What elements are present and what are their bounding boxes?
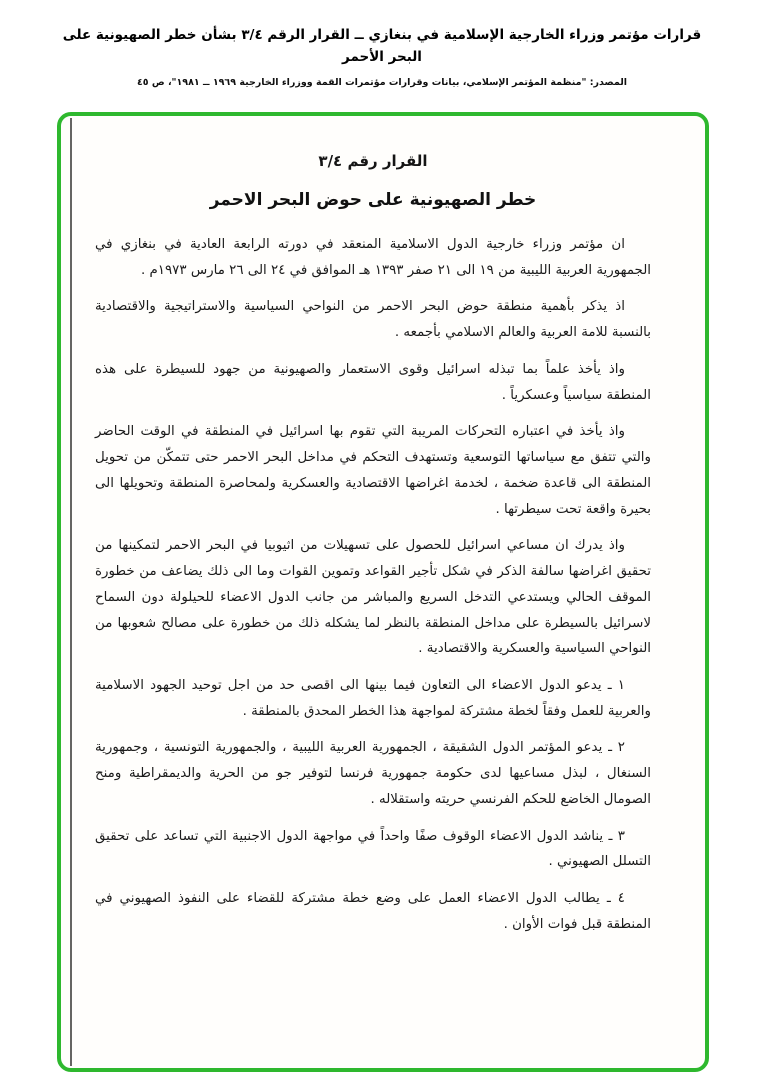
doc-title: القرار رقم ٣/٤ bbox=[318, 152, 428, 170]
scanned-page bbox=[61, 116, 705, 1068]
document-frame bbox=[57, 112, 709, 1072]
preamble-paragraph: ان مؤتمر وزراء خارجية الدول الاسلامية المنعقد في دورته الرابعة العادية في بنغازي في الجمهورية العربية الليبية من ١٩ الى ٢١ صفر ١٣٩٣ هـ الموافق في ٢٤ الى ٢٦ مارس ١٩٧٣م . bbox=[95, 237, 651, 278]
header-title: قرارات مؤتمر وزراء الخارجية الإسلامية في بنغازي ــ القرار الرقم ٣/٤ بشأن خطر الصهيونية على البحر الأحمر bbox=[62, 27, 702, 66]
resolution-item-3: ٣ ـ يناشد الدول الاعضاء الوقوف صفًا واحداً في مواجهة الدول الاجنبية التي تساعد على تحقيق التسلل الصهيوني . bbox=[95, 828, 651, 870]
doc-subtitle: خطر الصهيونية على حوض البحر الاحمر bbox=[209, 190, 537, 210]
recital-paragraph: واذ يأخذ في اعتباره التحركات المريبة التي تقوم بها اسرائيل في المنطقة في الوقت الحاضر والتي تتفق مع سياساتها التوسعية وتستهدف التحكم في مداخل البحر الاحمر حتى تتمكّن من تحويل المنطقة الى قاعدة ضخمة ، لخدمة اغراضها الاقتصادية والعسكرية ولمحاصرة المنطقة وتحويلها الى بحيرة واقعة تحت سيطرتها . bbox=[95, 424, 651, 517]
recital-paragraph: اذ يذكر بأهمية منطقة حوض البحر الاحمر من النواحي السياسية والاستراتيجية والاقتصادية بالنسبة للامة العربية والعالم الاسلامي بأجمعه . bbox=[95, 299, 651, 341]
resolution-item-4: ٤ ـ يطالب الدول الاعضاء العمل على وضع خطة مشتركة للقضاء على النفوذ الصهيوني في المنطقة قبل فوات الأوان . bbox=[95, 891, 651, 932]
recital-paragraph: واذ يدرك ان مساعي اسرائيل للحصول على تسهيلات من اثيوبيا في البحر الاحمر لتمكينها من تحقيق اغراضها سالفة الذكر في شكل تأجير القواعد وتموين القوات وما الى ذلك يضاعف من خطورة الموقف الحالي ويستدعي التدخل السريع والمباشر من جانب الدول الاعضاء للحيلولة دون السماح لاسرائيل بالسيطرة على مداخل المنطقة بالنظر لما يشكله ذلك من خطورة على مصالح شعوبها من النواحي السياسية والعسكرية والاقتصادية . bbox=[95, 538, 651, 657]
recital-paragraph: واذ يأخذ علماً بما تبذله اسرائيل وقوى الاستعمار والصهيونية من جهود للسيطرة على هذه المنطقة سياسياً وعسكرياً . bbox=[95, 361, 651, 403]
page-header bbox=[0, 0, 764, 88]
resolution-item-1: ١ ـ يدعو الدول الاعضاء الى التعاون فيما بينها الى اقصى حد من اجل توحيد الجهود الاسلامية والعربية للعمل وفقاً لخطة مشتركة لمواجهة هذا الخطر المحدق بالمنطقة . bbox=[95, 678, 651, 719]
header-source: المصدر: "منظمة المؤتمر الإسلامي، بيانات وقرارات مؤتمرات القمة ووزراء الخارجية ١٩٦٩ ــ ١٩٨١"، ص ٤٥ bbox=[136, 76, 628, 88]
resolution-item-2: ٢ ـ يدعو المؤتمر الدول الشقيقة ، الجمهورية العربية الليبية ، والجمهورية التونسية ، وجمهورية السنغال ، لبذل مساعيها لدى حكومة جمهورية فرنسا لتوفير جو من الحرية والديمقراطية ومنح الصومال الخاضع للحكم الفرنسي حريته واستقلاله . bbox=[95, 740, 651, 807]
